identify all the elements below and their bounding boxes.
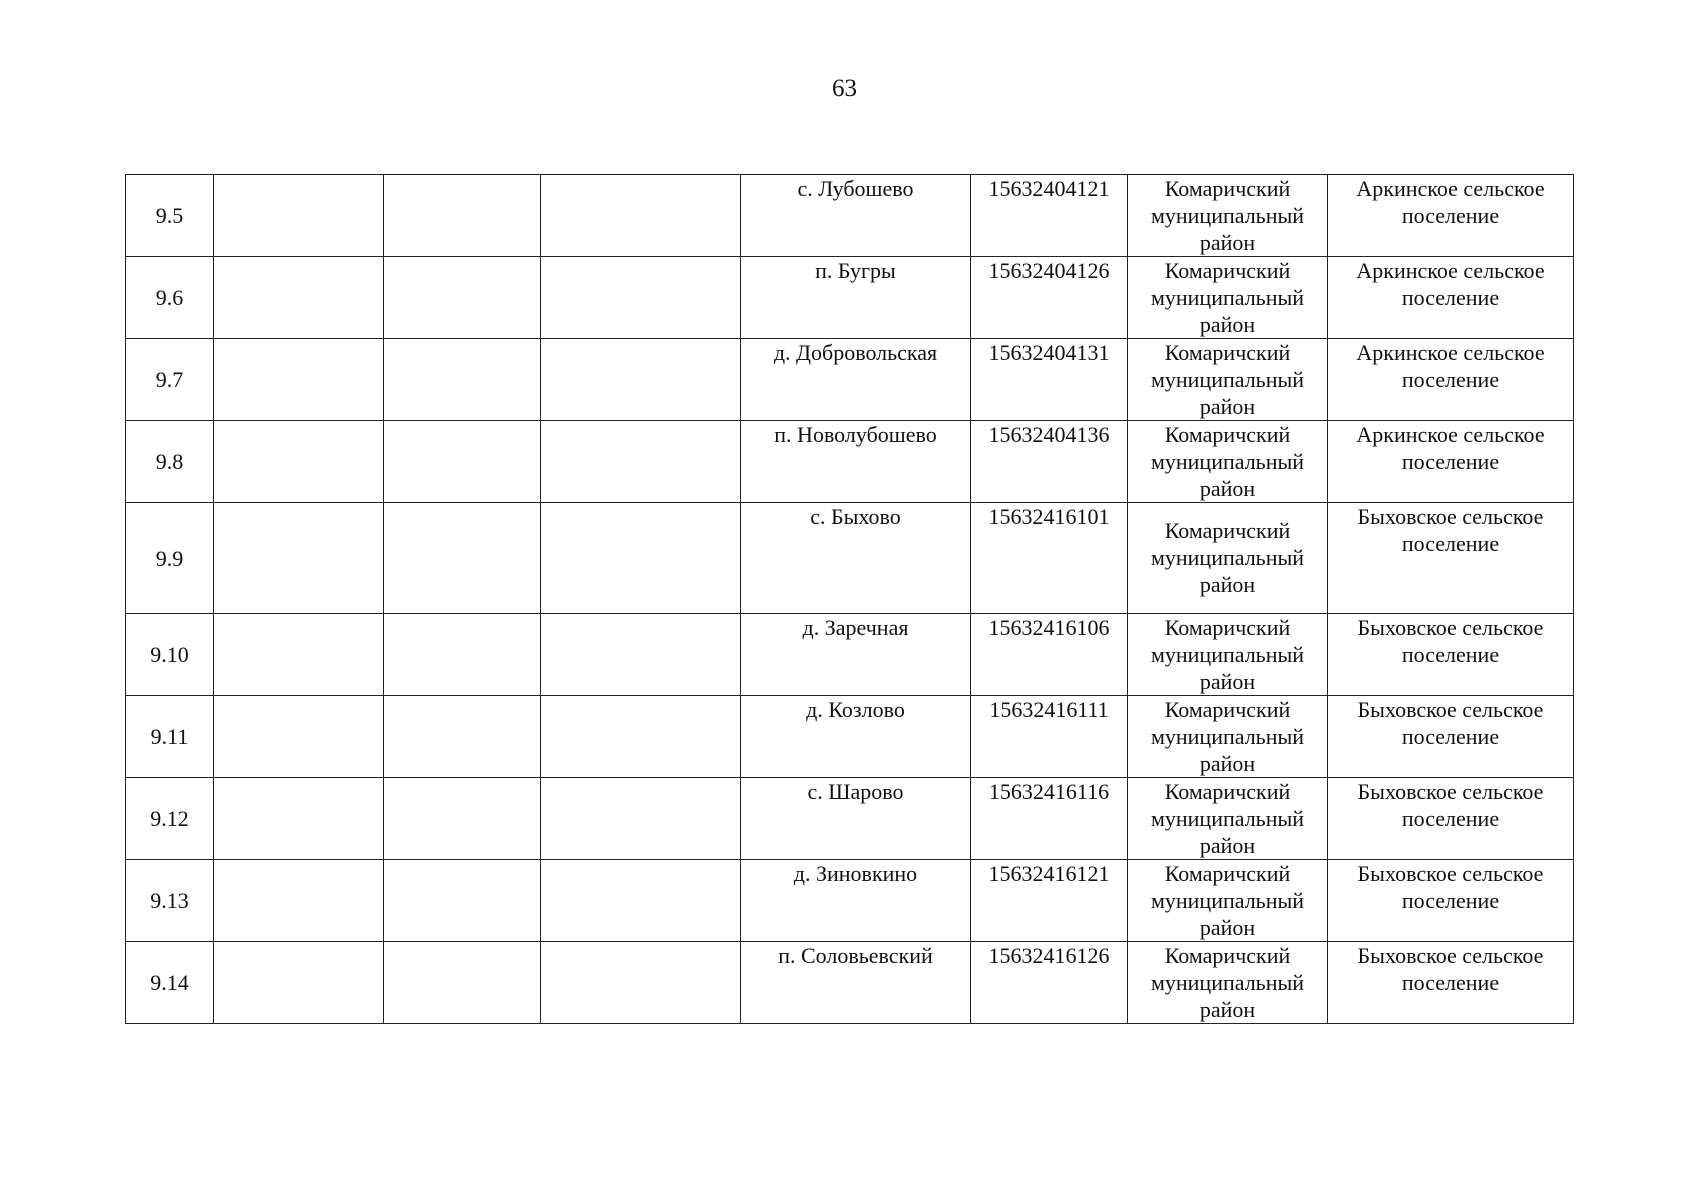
empty-cell xyxy=(541,614,741,696)
district-name: Комаричский муниципальный район xyxy=(1128,257,1328,339)
table-row xyxy=(126,257,1574,339)
empty-cell xyxy=(214,421,384,503)
municipality-name: Быховское сельское поселение xyxy=(1328,860,1574,942)
settlement-name: с. Быхово xyxy=(741,503,971,614)
municipality-name: Аркинское сельское поселение xyxy=(1328,257,1574,339)
row-number: 9.12 xyxy=(126,778,214,860)
settlement-name: д. Заречная xyxy=(741,614,971,696)
district-name: Комаричский муниципальный район xyxy=(1128,860,1328,942)
empty-cell xyxy=(384,175,541,257)
table-row xyxy=(126,860,1574,942)
oktmo-code: 15632404131 xyxy=(971,339,1128,421)
empty-cell xyxy=(541,175,741,257)
table-row xyxy=(126,942,1574,1024)
empty-cell xyxy=(384,860,541,942)
row-number: 9.11 xyxy=(126,696,214,778)
row-number: 9.14 xyxy=(126,942,214,1024)
empty-cell xyxy=(541,339,741,421)
table-row xyxy=(126,175,1574,257)
table-row xyxy=(126,421,1574,503)
empty-cell xyxy=(541,257,741,339)
row-number: 9.10 xyxy=(126,614,214,696)
settlement-name: п. Бугры xyxy=(741,257,971,339)
settlement-name: п. Соловьевский xyxy=(741,942,971,1024)
oktmo-code: 15632416121 xyxy=(971,860,1128,942)
empty-cell xyxy=(384,942,541,1024)
settlement-name: д. Козлово xyxy=(741,696,971,778)
empty-cell xyxy=(541,778,741,860)
empty-cell xyxy=(384,421,541,503)
municipality-name: Быховское сельское поселение xyxy=(1328,696,1574,778)
empty-cell xyxy=(541,421,741,503)
empty-cell xyxy=(384,257,541,339)
empty-cell xyxy=(214,860,384,942)
empty-cell xyxy=(384,614,541,696)
empty-cell xyxy=(541,503,741,614)
row-number: 9.13 xyxy=(126,860,214,942)
empty-cell xyxy=(214,942,384,1024)
empty-cell xyxy=(384,696,541,778)
settlement-name: с. Лубошево xyxy=(741,175,971,257)
municipality-name: Быховское сельское поселение xyxy=(1328,778,1574,860)
oktmo-code: 15632404136 xyxy=(971,421,1128,503)
district-name: Комаричский муниципальный район xyxy=(1128,942,1328,1024)
settlement-name: д. Зиновкино xyxy=(741,860,971,942)
district-name: Комаричский муниципальный район xyxy=(1128,339,1328,421)
table-row xyxy=(126,339,1574,421)
empty-cell xyxy=(214,257,384,339)
oktmo-code: 15632416126 xyxy=(971,942,1128,1024)
oktmo-code: 15632416101 xyxy=(971,503,1128,614)
settlements-table xyxy=(125,174,1574,1024)
empty-cell xyxy=(214,503,384,614)
table-row xyxy=(126,778,1574,860)
empty-cell xyxy=(214,778,384,860)
municipality-name: Аркинское сельское поселение xyxy=(1328,339,1574,421)
row-number: 9.7 xyxy=(126,339,214,421)
row-number: 9.8 xyxy=(126,421,214,503)
municipality-name: Быховское сельское поселение xyxy=(1328,503,1574,614)
oktmo-code: 15632416116 xyxy=(971,778,1128,860)
district-name: Комаричский муниципальный район xyxy=(1128,778,1328,860)
page-number: 63 xyxy=(832,75,857,102)
district-name: Комаричский муниципальный район xyxy=(1128,175,1328,257)
table-row xyxy=(126,503,1574,614)
empty-cell xyxy=(384,503,541,614)
district-name: Комаричский муниципальный район xyxy=(1128,421,1328,503)
oktmo-code: 15632404126 xyxy=(971,257,1128,339)
table-row xyxy=(126,696,1574,778)
municipality-name: Аркинское сельское поселение xyxy=(1328,175,1574,257)
table-row xyxy=(126,614,1574,696)
row-number: 9.5 xyxy=(126,175,214,257)
empty-cell xyxy=(384,778,541,860)
empty-cell xyxy=(214,175,384,257)
empty-cell xyxy=(541,942,741,1024)
district-name: Комаричский муниципальный район xyxy=(1128,614,1328,696)
empty-cell xyxy=(384,339,541,421)
settlement-name: д. Добровольская xyxy=(741,339,971,421)
row-number: 9.9 xyxy=(126,503,214,614)
table-body xyxy=(126,175,1574,1024)
settlement-name: п. Новолубошево xyxy=(741,421,971,503)
row-number: 9.6 xyxy=(126,257,214,339)
municipality-name: Быховское сельское поселение xyxy=(1328,942,1574,1024)
municipality-name: Аркинское сельское поселение xyxy=(1328,421,1574,503)
district-name: Комаричский муниципальный район xyxy=(1128,696,1328,778)
municipality-name: Быховское сельское поселение xyxy=(1328,614,1574,696)
empty-cell xyxy=(541,860,741,942)
oktmo-code: 15632416106 xyxy=(971,614,1128,696)
oktmo-code: 15632404121 xyxy=(971,175,1128,257)
settlement-name: с. Шарово xyxy=(741,778,971,860)
oktmo-code: 15632416111 xyxy=(971,696,1128,778)
empty-cell xyxy=(214,696,384,778)
empty-cell xyxy=(214,339,384,421)
district-name: Комаричский муниципальный район xyxy=(1128,503,1328,614)
empty-cell xyxy=(214,614,384,696)
empty-cell xyxy=(541,696,741,778)
